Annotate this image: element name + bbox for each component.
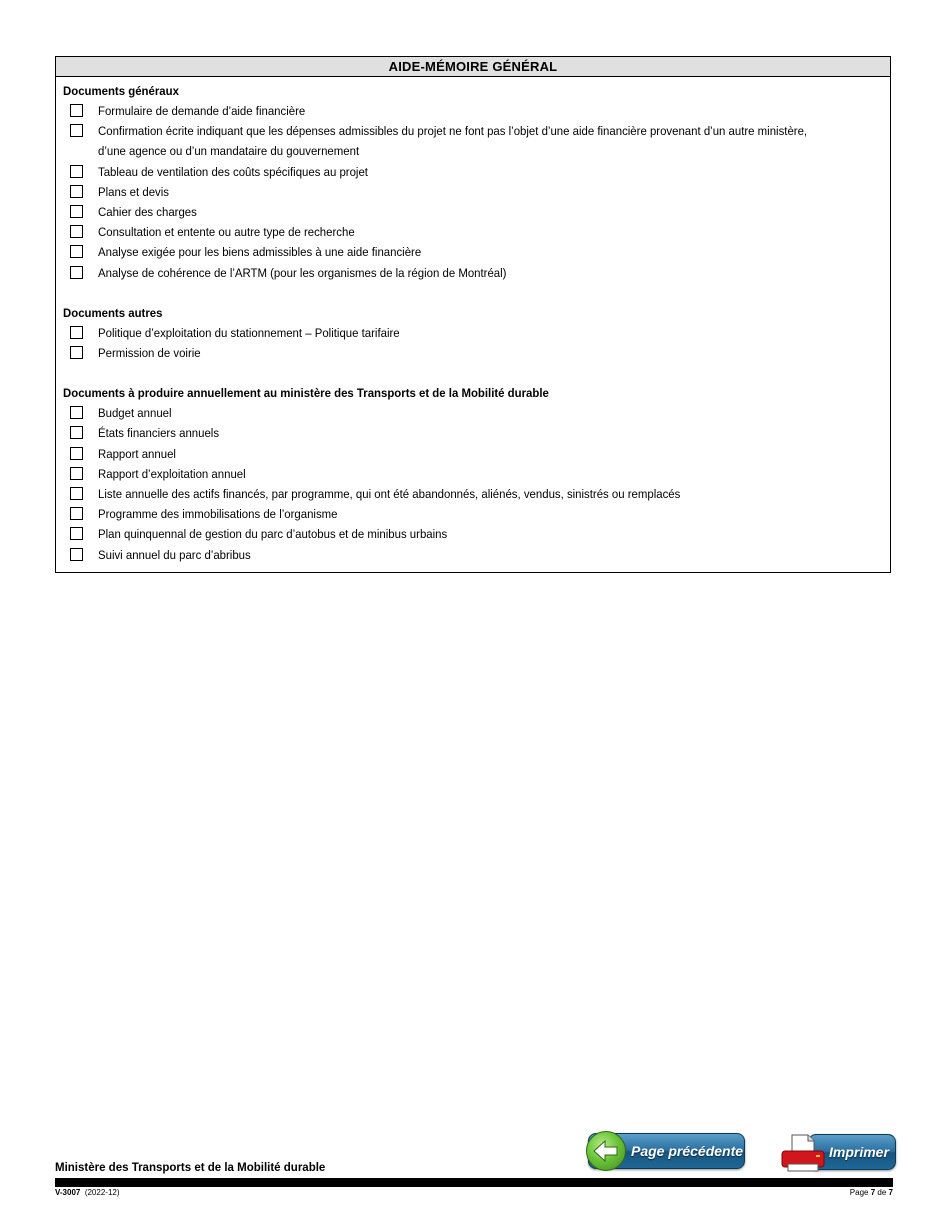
- section-title: Documents autres: [63, 305, 163, 320]
- item-checkbox[interactable]: [70, 225, 83, 238]
- footer-ministry-name: Ministère des Transports et de la Mobilité durable: [55, 1162, 326, 1174]
- item-label: Analyse de cohérence de l’ARTM (pour les organismes de la région de Montréal): [98, 265, 507, 280]
- checklist-item: [63, 464, 882, 484]
- aide-memoire-panel: [55, 56, 891, 573]
- item-checkbox[interactable]: [70, 165, 83, 178]
- print-label: Imprimer: [829, 1144, 889, 1160]
- checklist-item: [63, 121, 882, 161]
- footer-divider-bar: [55, 1178, 893, 1187]
- checklist-section: [63, 383, 882, 565]
- checklist-item: [63, 323, 882, 343]
- checklist-item: [63, 162, 882, 182]
- item-checkbox[interactable]: [70, 346, 83, 359]
- checklist-item: [63, 403, 882, 423]
- checklist-item: [63, 423, 882, 443]
- previous-page-label: Page précédente: [631, 1143, 744, 1159]
- item-label: Liste annuelle des actifs financés, par programme, qui ont été abandonnés, aliénés, vendus, sinistrés ou remplacés: [98, 487, 681, 502]
- item-checkbox[interactable]: [70, 326, 83, 339]
- item-checkbox[interactable]: [70, 447, 83, 460]
- page-word: Page: [849, 1188, 869, 1197]
- checklist-item: [63, 222, 882, 242]
- item-label: Cahier des charges: [98, 205, 197, 220]
- checklist-section: [63, 81, 882, 283]
- item-label: Rapport d’exploitation annuel: [98, 466, 246, 481]
- item-checkbox[interactable]: [70, 527, 83, 540]
- checklist-item: [63, 263, 882, 283]
- checklist-item: [63, 182, 882, 202]
- item-label: Plan quinquennal de gestion du parc d’autobus et de minibus urbains: [98, 527, 448, 542]
- item-checkbox[interactable]: [70, 467, 83, 480]
- checklist-item: [63, 444, 882, 464]
- item-checkbox[interactable]: [70, 124, 83, 137]
- item-label: Plans et devis: [98, 184, 169, 199]
- page-number: [850, 1188, 893, 1197]
- item-label: Consultation et entente ou autre type de recherche: [98, 225, 355, 240]
- item-label: Analyse exigée pour les biens admissibles à une aide financière: [98, 245, 422, 260]
- item-label: Suivi annuel du parc d’abribus: [98, 547, 251, 562]
- form-code: [55, 1188, 120, 1197]
- item-label: Rapport annuel: [98, 446, 176, 461]
- section-title: Documents à produire annuellement au ministère des Transports et de la Mobilité durable: [63, 386, 549, 401]
- item-checkbox[interactable]: [70, 266, 83, 279]
- checklist-section: [63, 303, 882, 363]
- checklist-item: [63, 343, 882, 363]
- item-checkbox[interactable]: [70, 104, 83, 117]
- item-label: Tableau de ventilation des coûts spécifiques au projet: [98, 164, 368, 179]
- checklist-item: [63, 524, 882, 544]
- printer-icon[interactable]: [780, 1133, 826, 1173]
- checklist-item: [63, 504, 882, 524]
- item-checkbox[interactable]: [70, 426, 83, 439]
- item-label: Permission de voirie: [98, 346, 201, 361]
- item-label: Politique d’exploitation du stationnement – Politique tarifaire: [98, 325, 400, 340]
- checklist-item: [63, 101, 882, 121]
- section-title: Documents généraux: [63, 84, 179, 98]
- item-checkbox[interactable]: [70, 205, 83, 218]
- aide-memoire-title: AIDE-MÉMOIRE GÉNÉRAL: [56, 57, 890, 77]
- page-current: 7: [870, 1188, 876, 1197]
- item-checkbox[interactable]: [70, 245, 83, 258]
- item-label: Budget annuel: [98, 406, 172, 421]
- item-label: Formulaire de demande d’aide financière: [98, 104, 306, 118]
- page-total: 7: [888, 1188, 893, 1197]
- item-label: Confirmation écrite indiquant que les dépenses admissibles du projet ne font pas l’objet d’une aide financière provenant d’un autre ministère, d’une agence ou d’un mandataire du gouvernement: [98, 124, 808, 159]
- arrow-left-icon: [586, 1131, 626, 1171]
- checklist-body: [56, 77, 890, 572]
- item-checkbox[interactable]: [70, 548, 83, 561]
- checklist-item: [63, 202, 882, 222]
- item-checkbox[interactable]: [70, 406, 83, 419]
- page-of: de: [877, 1188, 887, 1197]
- form-code-number: V-3007: [55, 1188, 81, 1197]
- checklist-item: [63, 242, 882, 262]
- item-checkbox[interactable]: [70, 185, 83, 198]
- form-code-date: (2022-12): [84, 1188, 120, 1197]
- item-checkbox[interactable]: [70, 487, 83, 500]
- checklist-item: [63, 484, 882, 504]
- item-label: Programme des immobilisations de l’organisme: [98, 507, 338, 522]
- checklist-item: [63, 545, 882, 565]
- item-label: États financiers annuels: [98, 426, 220, 441]
- item-checkbox[interactable]: [70, 507, 83, 520]
- previous-page-button[interactable]: [588, 1133, 745, 1169]
